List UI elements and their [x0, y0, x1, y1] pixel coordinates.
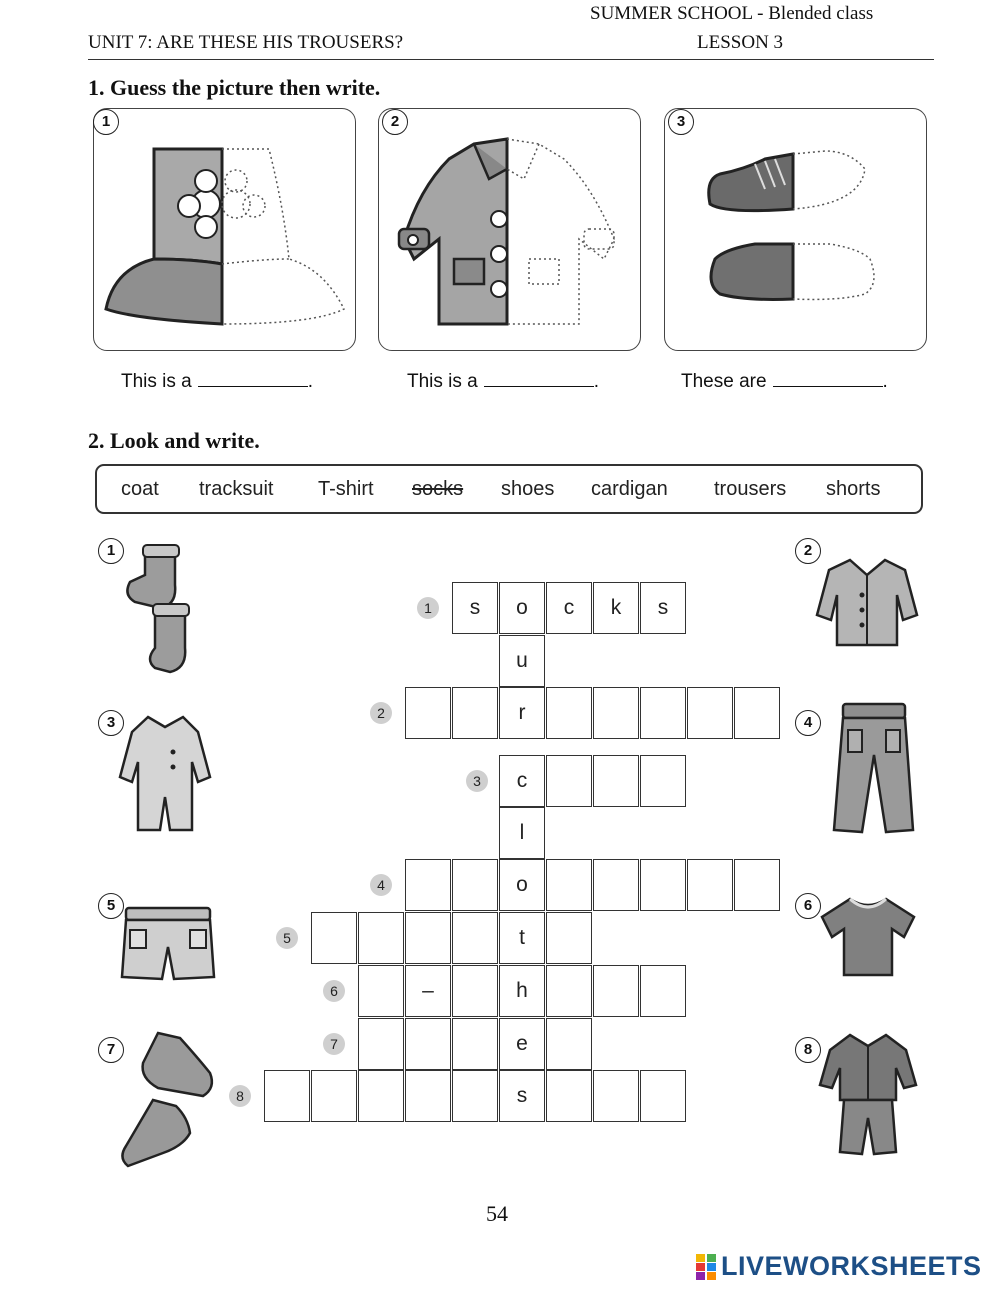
- tracksuit-icon: [818, 1030, 918, 1160]
- picture-number: 6: [795, 893, 821, 919]
- crossword-cell[interactable]: [405, 1070, 451, 1122]
- picture-panel-3: [664, 108, 927, 351]
- clue-number: 5: [276, 927, 298, 949]
- sentence-1: [121, 366, 313, 393]
- picture-number: 2: [795, 538, 821, 564]
- crossword-cell[interactable]: [593, 965, 639, 1017]
- coat-icon: [118, 712, 213, 837]
- tshirt-icon: [818, 895, 918, 980]
- crossword-cell[interactable]: [546, 755, 592, 807]
- crossword-cell[interactable]: [734, 859, 780, 911]
- shoes-icon: [665, 109, 926, 350]
- picture-number: 3: [98, 710, 124, 736]
- crossword-cell[interactable]: [452, 859, 498, 911]
- trousers-icon: [828, 700, 918, 840]
- crossword-cell[interactable]: k: [593, 582, 639, 634]
- panel-number: 3: [668, 109, 694, 135]
- answer-blank-2[interactable]: [484, 366, 594, 387]
- crossword-cell[interactable]: s: [499, 1070, 545, 1122]
- crossword-cell[interactable]: [358, 1070, 404, 1122]
- lesson-label: LESSON 3: [697, 32, 784, 53]
- clue-number: 7: [323, 1033, 345, 1055]
- crossword-cell[interactable]: [640, 1070, 686, 1122]
- panel-number: 1: [93, 109, 119, 135]
- crossword-cell[interactable]: [640, 859, 686, 911]
- sentence-3: [681, 366, 888, 393]
- header-rule: [88, 59, 934, 60]
- crossword-cell[interactable]: e: [499, 1018, 545, 1070]
- sentence-end: .: [307, 371, 314, 392]
- word-bank-item: shorts: [826, 478, 881, 500]
- crossword-cell[interactable]: [640, 755, 686, 807]
- crossword-cell[interactable]: [593, 1070, 639, 1122]
- crossword-cell[interactable]: s: [640, 582, 686, 634]
- clue-number: 8: [229, 1085, 251, 1107]
- crossword-cell[interactable]: [452, 965, 498, 1017]
- socks-icon: [115, 540, 215, 680]
- panel-number: 2: [382, 109, 408, 135]
- hat-icon: [94, 109, 355, 350]
- picture-panel-2: [378, 108, 641, 351]
- crossword-cell[interactable]: [405, 859, 451, 911]
- crossword-cell[interactable]: [640, 687, 686, 739]
- cardigan-icon: [815, 555, 920, 650]
- clue-number: 3: [466, 770, 488, 792]
- crossword-cell[interactable]: [546, 859, 592, 911]
- crossword-cell[interactable]: [358, 965, 404, 1017]
- answer-blank-1[interactable]: [198, 366, 308, 387]
- word-bank: [95, 464, 923, 514]
- word-bank-item: socks: [412, 478, 464, 500]
- sentence-prompt: This is a: [121, 371, 192, 392]
- picture-number: 1: [98, 538, 124, 564]
- crossword-cell[interactable]: [311, 912, 357, 964]
- picture-number: 4: [795, 710, 821, 736]
- jacket-icon: [379, 109, 640, 350]
- crossword-cell[interactable]: [358, 912, 404, 964]
- picture-panel-1: [93, 108, 356, 351]
- word-bank-item: coat: [121, 478, 159, 500]
- crossword-cell[interactable]: [452, 687, 498, 739]
- shorts-icon: [118, 905, 218, 985]
- crossword-cell[interactable]: t: [499, 912, 545, 964]
- crossword-cell[interactable]: [593, 687, 639, 739]
- crossword-cell[interactable]: [452, 1070, 498, 1122]
- crossword-cell[interactable]: [546, 687, 592, 739]
- school-name: SUMMER SCHOOL - Blended class: [590, 3, 874, 24]
- picture-number: 5: [98, 893, 124, 919]
- picture-number: 7: [98, 1037, 124, 1063]
- crossword-cell[interactable]: [405, 687, 451, 739]
- crossword-cell[interactable]: r: [499, 687, 545, 739]
- crossword-cell[interactable]: [452, 912, 498, 964]
- crossword-cell[interactable]: [593, 859, 639, 911]
- crossword-cell[interactable]: [546, 965, 592, 1017]
- crossword-cell[interactable]: [405, 912, 451, 964]
- crossword-cell[interactable]: [734, 687, 780, 739]
- exercise-1-title: 1. Guess the picture then write.: [88, 75, 381, 100]
- crossword-cell[interactable]: l: [499, 807, 545, 859]
- crossword-cell[interactable]: [687, 687, 733, 739]
- crossword-cell[interactable]: [687, 859, 733, 911]
- liveworksheets-logo-icon: [695, 1253, 717, 1281]
- crossword-cell[interactable]: [640, 965, 686, 1017]
- crossword-cell[interactable]: u: [499, 635, 545, 687]
- crossword-cell[interactable]: s: [452, 582, 498, 634]
- crossword-cell[interactable]: [546, 1070, 592, 1122]
- page-number: 54: [486, 1201, 508, 1226]
- clue-number: 2: [370, 702, 392, 724]
- crossword-cell[interactable]: –: [405, 965, 451, 1017]
- crossword-cell[interactable]: [311, 1070, 357, 1122]
- sentence-2: [407, 366, 599, 393]
- answer-blank-3[interactable]: [773, 366, 883, 387]
- crossword-cell[interactable]: h: [499, 965, 545, 1017]
- crossword-cell[interactable]: c: [546, 582, 592, 634]
- brand-name: LIVEWORKSHEETS: [721, 1251, 982, 1281]
- crossword-cell[interactable]: [358, 1018, 404, 1070]
- word-bank-item: T-shirt: [318, 478, 374, 500]
- clue-number: 6: [323, 980, 345, 1002]
- clue-number: 1: [417, 597, 439, 619]
- shoes-icon: [118, 1028, 218, 1168]
- crossword-cell[interactable]: [264, 1070, 310, 1122]
- sentence-prompt: These are: [681, 371, 767, 392]
- unit-title: UNIT 7: ARE THESE HIS TROUSERS?: [88, 32, 404, 53]
- word-bank-item: shoes: [501, 478, 555, 500]
- liveworksheets-logo: [695, 1251, 982, 1285]
- exercise-2-title: 2. Look and write.: [88, 428, 260, 453]
- crossword-cell[interactable]: c: [499, 755, 545, 807]
- crossword-cell[interactable]: o: [499, 859, 545, 911]
- picture-number: 8: [795, 1037, 821, 1063]
- crossword-cell[interactable]: [405, 1018, 451, 1070]
- word-bank-item: tracksuit: [199, 478, 274, 500]
- word-bank-item: cardigan: [591, 478, 668, 500]
- word-bank-item: trousers: [714, 478, 787, 500]
- sentence-prompt: This is a: [407, 371, 478, 392]
- crossword-cell[interactable]: o: [499, 582, 545, 634]
- crossword-cell[interactable]: [593, 755, 639, 807]
- sentence-end: .: [593, 371, 600, 392]
- crossword-cell[interactable]: [452, 1018, 498, 1070]
- crossword-cell[interactable]: [546, 1018, 592, 1070]
- crossword-cell[interactable]: [546, 912, 592, 964]
- sentence-end: .: [882, 371, 888, 392]
- clue-number: 4: [370, 874, 392, 896]
